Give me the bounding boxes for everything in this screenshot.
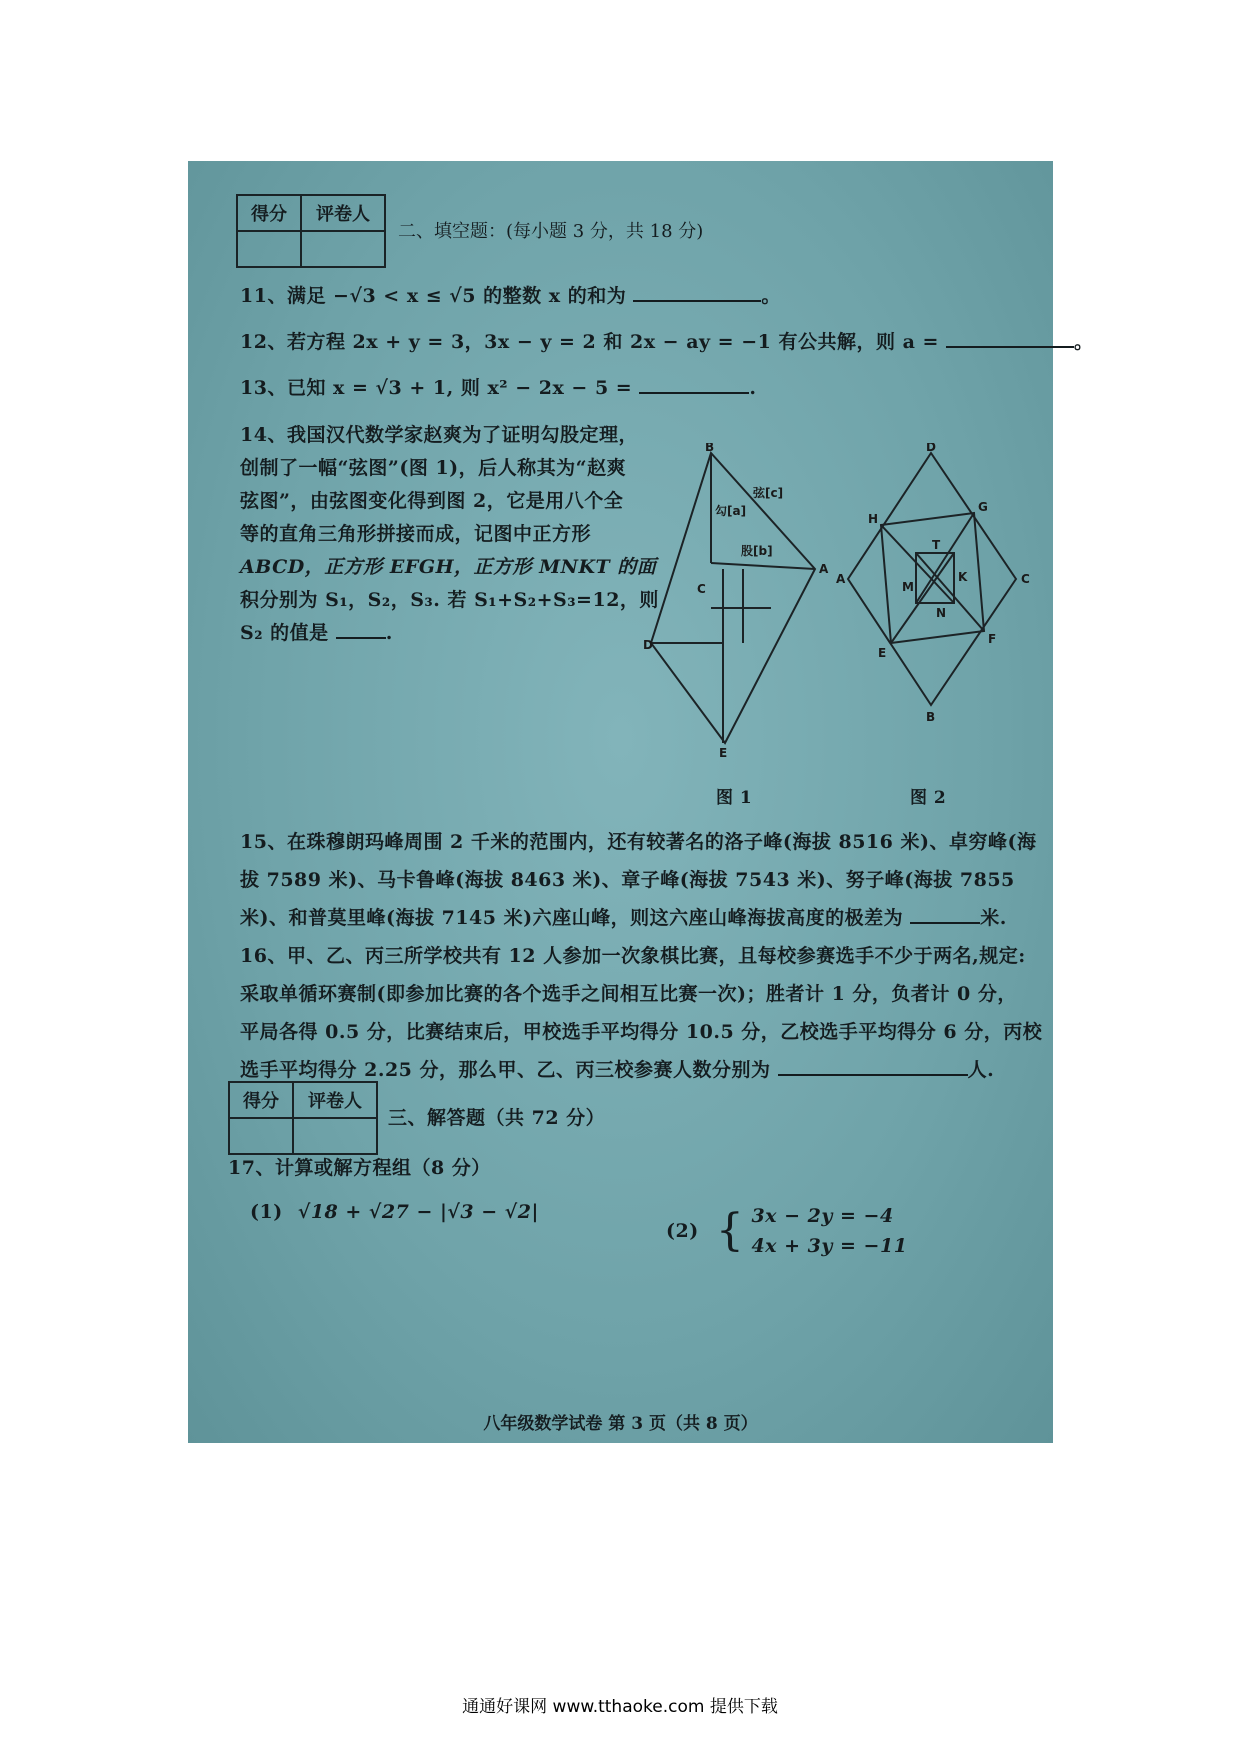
question-12-end: 。: [1074, 331, 1094, 353]
question-14: [240, 419, 659, 650]
score-table-2: [228, 1081, 378, 1155]
answer-blank-14[interactable]: [336, 637, 386, 639]
question-14-line-7: [240, 617, 659, 650]
question-15-line-1: 15、在珠穆朗玛峰周围 2 千米的范围内，还有较著名的洛子峰(海拔 8516 米)、卓穷峰(海: [240, 831, 1037, 853]
question-16-end: 人.: [967, 1059, 995, 1081]
fig2-label-E: E: [878, 646, 887, 660]
question-16-line-4-text: 选手平均得分 2.25 分，那么甲、乙、丙三校参赛人数分别为: [240, 1059, 771, 1081]
score-cell-2: [229, 1118, 293, 1154]
grader-header-2: 评卷人: [293, 1082, 377, 1118]
question-11: [240, 281, 781, 308]
part-2-label: (2): [666, 1220, 699, 1242]
fig2-label-N: N: [936, 606, 947, 620]
fig2-label-H: H: [868, 512, 879, 526]
figure-2-diagram: [836, 443, 1036, 783]
question-14-line-6: 积分别为 S₁，S₂，S₃. 若 S₁+S₂+S₃=12，则: [240, 589, 659, 611]
question-15-end: 米.: [980, 907, 1007, 929]
fig1-label-C: C: [697, 582, 706, 596]
question-14-line-3: 弦图”，由弦图变化得到图 2，它是用八个全: [240, 490, 624, 512]
equation-system: [751, 1201, 907, 1261]
answer-blank-11[interactable]: [633, 300, 761, 302]
fig2-label-T: T: [932, 538, 941, 552]
question-15-line-2: 拔 7589 米)、马卡鲁峰(海拔 8463 米)、章子峰(海拔 7543 米)、努子峰(海拔 7855: [240, 869, 1015, 891]
figure-1-zhao-shuang-diagram: [643, 443, 833, 783]
question-17-title: 17、计算或解方程组（8 分）: [228, 1157, 491, 1179]
fig2-label-A: A: [836, 572, 846, 586]
equation-2: 4x + 3y = −11: [751, 1235, 908, 1257]
score-header-2: 得分: [229, 1082, 293, 1118]
figure-2-caption: 图 2: [910, 788, 947, 808]
exam-page-number: 八年级数学试卷 第 3 页（共 8 页）: [483, 1414, 758, 1434]
question-13-end: .: [749, 377, 757, 399]
fig2-label-C: C: [1021, 572, 1030, 586]
score-cell: [237, 231, 301, 267]
fig1-label-gou: 勾[a]: [715, 504, 747, 518]
question-15: [240, 823, 1036, 937]
question-16-line-1: 16、甲、乙、丙三所学校共有 12 人参加一次象棋比赛，且每校参赛选手不少于两名,规定:: [240, 945, 1026, 967]
question-17-part-1: [250, 1201, 539, 1223]
question-12-text: 12、若方程 2x + y = 3，3x − y = 2 和 2x − ay = −1 有公共解，则 a =: [240, 331, 939, 353]
question-13: [240, 373, 756, 400]
score-header: 得分: [237, 195, 301, 231]
exam-page-photo: [188, 161, 1094, 1443]
question-16-line-3: 平局各得 0.5 分，比赛结束后，甲校选手平均得分 10.5 分，乙校选手平均得分 6 分，丙校: [240, 1021, 1043, 1043]
fig2-label-K: K: [958, 570, 968, 584]
fig1-label-A: A: [819, 562, 829, 576]
question-11-text: 11、满足 −√3 < x ≤ √5 的整数 x 的和为: [240, 285, 627, 307]
fig2-label-G: G: [978, 500, 988, 514]
fig2-label-D: D: [926, 443, 936, 454]
answer-blank-13[interactable]: [639, 392, 749, 394]
question-14-line-5: ABCD，正方形 EFGH，正方形 MNKT 的面: [240, 556, 657, 578]
part-1-expression: √18 + √27 − |√3 − √2|: [297, 1201, 539, 1223]
fig1-label-xian: 弦[c]: [753, 486, 784, 500]
figure-1-caption: 图 1: [716, 788, 753, 808]
grader-header: 评卷人: [301, 195, 385, 231]
fig1-label-B: B: [705, 443, 715, 454]
fig2-label-F: F: [988, 632, 997, 646]
question-14-end: .: [385, 622, 393, 644]
question-15-line-3-text: 米)、和普莫里峰(海拔 7145 米)六座山峰，则这六座山峰海拔高度的极差为: [240, 907, 904, 929]
grader-cell-2: [293, 1118, 377, 1154]
fig1-label-D: D: [643, 638, 653, 652]
question-15-line-3: [240, 899, 1036, 937]
section-3-title: 三、解答题（共 72 分）: [388, 1107, 606, 1129]
fig2-label-B: B: [926, 710, 936, 724]
question-14-line-4: 等的直角三角形拼接而成，记图中正方形: [240, 523, 592, 545]
question-16-line-2: 采取单循环赛制(即参加比赛的各个选手之间相互比赛一次)；胜者计 1 分，负者计 0 分，: [240, 983, 1017, 1005]
fig1-label-E: E: [719, 746, 728, 760]
equation-1: 3x − 2y = −4: [751, 1205, 894, 1227]
question-14-line-2: 创制了一幅“弦图”(图 1)，后人称其为“赵爽: [240, 457, 627, 479]
fig1-label-gu: 股[b]: [741, 544, 773, 558]
question-16: [240, 937, 1042, 1089]
fig2-label-M: M: [902, 580, 914, 594]
section-2-title: 二、填空题：(每小题 3 分，共 18 分): [398, 221, 704, 242]
question-14-line-1: 14、我国汉代数学家赵爽为了证明勾股定理，: [240, 424, 638, 446]
score-table: [236, 194, 386, 268]
grader-cell: [301, 231, 385, 267]
question-11-end: 。: [761, 285, 781, 307]
site-footer: 通通好课网 www.tthaoke.com 提供下载: [462, 1697, 778, 1717]
question-14-last-text: S₂ 的值是: [240, 622, 329, 644]
part-1-label: (1): [250, 1201, 283, 1223]
answer-blank-16[interactable]: [778, 1074, 968, 1076]
question-13-text: 13、已知 x = √3 + 1, 则 x² − 2x − 5 =: [240, 377, 633, 399]
answer-blank-12[interactable]: [946, 346, 1074, 348]
answer-blank-15[interactable]: [910, 922, 980, 924]
question-12: [240, 327, 1094, 354]
question-17-part-2: [666, 1201, 907, 1261]
system-brace: {: [715, 1205, 745, 1256]
